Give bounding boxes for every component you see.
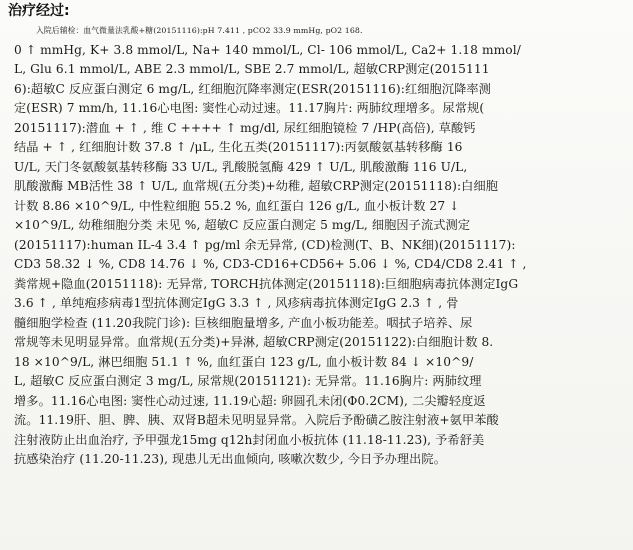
- text-line: L, Glu 6.1 mmol/L, ABE 2.3 mmol/L, SBE 2.7 mmol/L, 超敏CRP测定(2015111: [14, 62, 490, 76]
- text-line: 抗感染治疗 (11.20-11.23), 现患儿无出血倾向, 咳嗽次数少, 今日予办理出院。: [14, 452, 447, 466]
- text-line: 结晶 + ↑ , 红细胞计数 37.8 ↑ /μL, 生化五类(20151117):丙氨酸氨基转移酶 16: [14, 140, 463, 154]
- text-line: U/L, 天门冬氨酸氨基转移酶 33 U/L, 乳酸脱氢酶 429 ↑ U/L, 肌酸激酶 116 U/L,: [14, 159, 468, 174]
- text-line: 注射液防止出血治疗, 予甲强龙15mg q12h封闭血小板抗体 (11.18-11.23), 予希舒美: [14, 432, 485, 447]
- treatment-course-text: [14, 21, 623, 470]
- text-line: 20151117):潜血 + ↑ , 维 C ++++ ↑ mg/dl, 尿红细胞镜检 7 /HP(高倍), 草酸钙: [14, 120, 476, 135]
- text-line: L, 超敏C 反应蛋白测定 3 mg/L, 尿常规(20151121): 无异常。11.16胸片: 两肺纹理: [14, 374, 482, 388]
- text-line: 增多。11.16心电图: 窦性心动过速, 11.19心超: 卵圆孔未闭(Φ0.2CM), 二尖瓣轻度返: [14, 393, 486, 408]
- text-line: 肌酸激酶 MB活性 38 ↑ U/L, 血常规(五分类)+幼稚, 超敏CRP测定(20151118):白细胞: [14, 179, 499, 193]
- section-heading: 治疗经过:: [8, 3, 70, 19]
- text-line: 入院后辅检：血气微量法乳酸+糖(20151116):pH 7.411 , pCO2 33.9 mmHg, pO2 168.: [36, 26, 363, 35]
- text-line: ×10^9/L, 幼稚细胞分类 未见 %, 超敏C 反应蛋白测定 5 mg/L, 细胞因子流式测定: [14, 218, 471, 232]
- text-line: 流。11.19肝、胆、脾、胰、双肾B超未见明显异常。入院后予酚磺乙胺注射液+氨甲苯酸: [14, 413, 499, 427]
- text-line: 粪常规+隐血(20151118): 无异常, TORCH抗体测定(20151118):巨细胞病毒抗体测定IgG: [14, 276, 519, 291]
- text-line: 定(ESR) 7 mm/h, 11.16心电图: 窦性心动过速。11.17胸片: 两肺纹理增多。尿常规(: [14, 101, 485, 115]
- text-line: 6):超敏C 反应蛋白测定 6 mg/L, 红细胞沉降率测定(ESR(20151116):红细胞沉降率测: [14, 81, 491, 96]
- text-line: (20151117):human IL-4 3.4 ↑ pg/ml 余无异常, (CD)检测(T、B、NK细)(20151117):: [14, 237, 516, 252]
- text-line: 计数 8.86 ×10^9/L, 中性粒细胞 55.2 %, 血红蛋白 126 g/L, 血小板计数 27 ↓: [14, 198, 460, 213]
- text-line: 18 ×10^9/L, 淋巴细胞 51.1 ↑ %, 血红蛋白 123 g/L, 血小板计数 84 ↓ ×10^9/: [14, 354, 474, 369]
- text-line: 3.6 ↑ , 单纯疱疹病毒1型抗体测定IgG 3.3 ↑ , 风疹病毒抗体测定IgG 2.3 ↑ , 骨: [14, 296, 459, 310]
- text-line: 髓细胞学检查 (11.20我院门诊): 巨核细胞量增多, 产血小板功能差。咽拭子培养、尿: [14, 315, 473, 330]
- text-line: 0 ↑ mmHg, K+ 3.8 mmol/L, Na+ 140 mmol/L, Cl- 106 mmol/L, Ca2+ 1.18 mmol/: [14, 42, 521, 57]
- text-line: 常规等未见明显异常。血常规(五分类)+异淋, 超敏CRP测定(20151122):白细胞计数 8.: [14, 335, 494, 349]
- text-line: CD3 58.32 ↓ %, CD8 14.76 ↓ %, CD3-CD16+CD56+ 5.06 ↓ %, CD4/CD8 2.41 ↑ ,: [14, 257, 527, 271]
